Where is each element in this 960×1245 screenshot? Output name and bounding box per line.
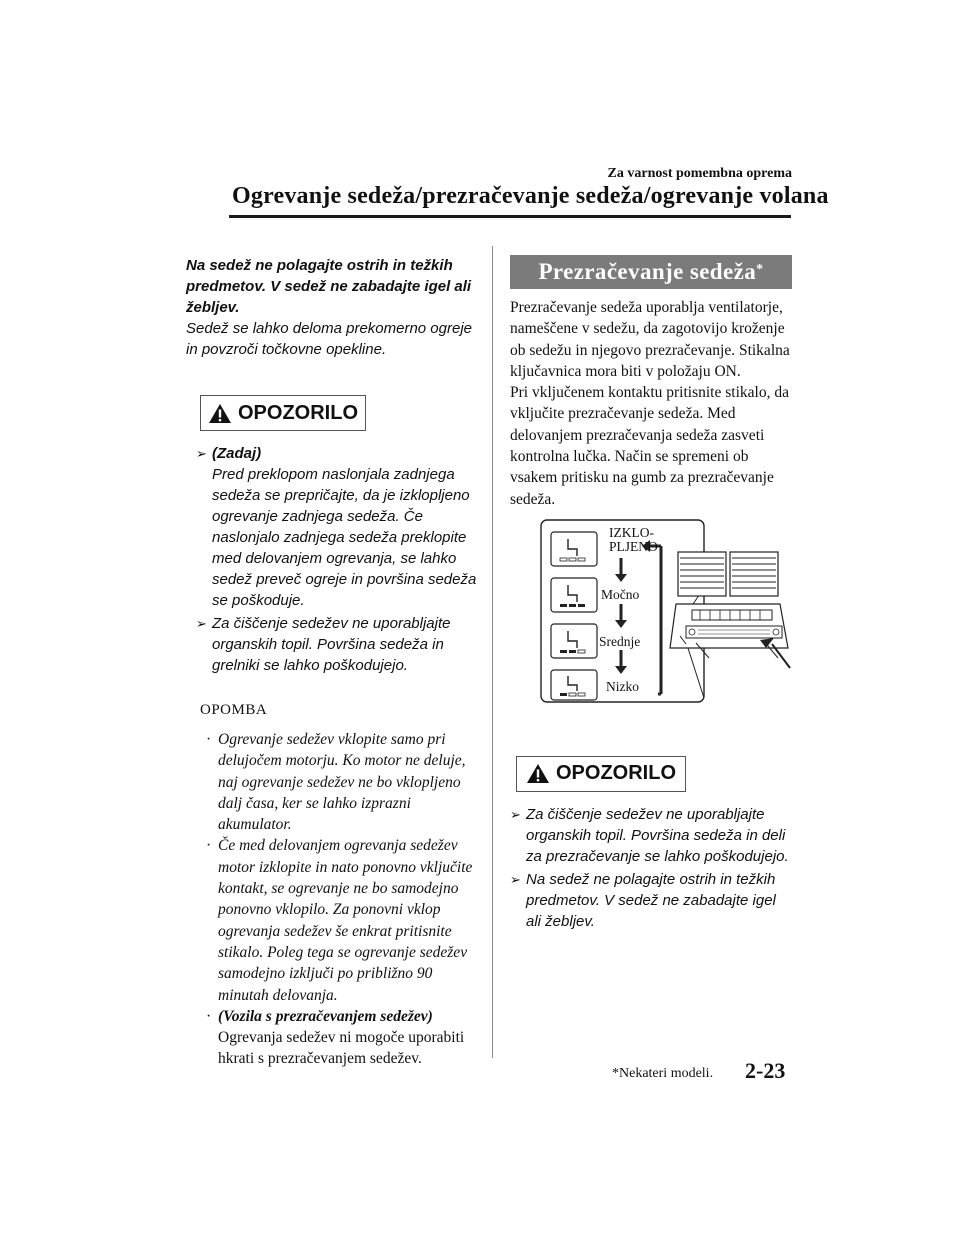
section-header-bar bbox=[510, 255, 792, 289]
arrow-bullet-icon: ➢ bbox=[196, 616, 207, 631]
header-rule bbox=[229, 215, 791, 218]
page-title: Ogrevanje sedeža/prezračevanje sedeža/ogrevanje volana bbox=[232, 183, 829, 209]
warning-box-right bbox=[516, 756, 686, 792]
warning-label: OPOZORILO bbox=[238, 401, 358, 424]
left-column bbox=[186, 255, 482, 1070]
warning-list-right bbox=[510, 804, 792, 932]
note-bold-lead: (Vozila s prezračevanjem sedežev) bbox=[218, 1007, 433, 1025]
warning-item bbox=[510, 869, 792, 932]
dot-bullet-icon: · bbox=[206, 837, 212, 855]
seat-ventilation-diagram bbox=[510, 518, 792, 728]
note-item bbox=[204, 729, 482, 835]
arrow-bullet-icon: ➢ bbox=[510, 871, 521, 887]
diagram-label-low: Nizko bbox=[606, 678, 639, 694]
warning-triangle-icon bbox=[208, 403, 232, 424]
warning-item bbox=[510, 804, 792, 867]
warning-item-text: Za čiščenje sedežev ne uporabljajte organskih topil. Površina sedeža in grelniki se lahko poškodujejo. bbox=[212, 615, 451, 674]
dot-bullet-icon: · bbox=[206, 731, 212, 748]
note-item bbox=[204, 835, 482, 1005]
arrow-bullet-icon: ➢ bbox=[196, 446, 207, 461]
vent-button-icon bbox=[551, 578, 597, 612]
header-subtitle: Za varnost pomembna oprema bbox=[607, 166, 792, 181]
section-title: Prezračevanje sedeža bbox=[538, 259, 757, 284]
warning-item bbox=[196, 613, 482, 676]
dot-bullet-icon: · bbox=[206, 1007, 212, 1025]
caution-text: Sedež se lahko deloma prekomerno ogreje in povzroči točkovne opekline. bbox=[186, 320, 473, 358]
vent-button-icon bbox=[551, 624, 597, 658]
warning-triangle-icon bbox=[526, 763, 550, 784]
warning-item bbox=[196, 443, 482, 611]
caution-bold-text: Na sedež ne polagajte ostrih in težkih predmetov. V sedež ne zabadajte igel ali žebljev. bbox=[186, 257, 472, 316]
note-text: Če med delovanjem ogrevanja sedežev motor izklopite in nato ponovno vključite kontakt, se ogrevanje ne bo samodejno ponovno vklopilo. Za ponovni vklop ogrevanja sedežev še enkrat pritisnite stikalo. Poleg tega se ogrevanje sedežev samodejno izključi po približno 90 minutah delovanja. bbox=[218, 837, 473, 1004]
diagram-label-high: Močno bbox=[601, 586, 640, 602]
note-list bbox=[204, 729, 482, 1070]
vent-button-icon bbox=[551, 532, 597, 566]
diagram-label-mid: Srednje bbox=[599, 633, 641, 649]
warning-item-text: Pred preklopom naslonjala zadnjega sedeža se prepričajte, da je izklopljeno ogrevanje zadnjega sedeža. Če naslonjalo zadnjega sedeža preklopite med delovanjem ogrevanja, se lahko sedež preveč ogreje in površina sedeža se poškoduje. bbox=[212, 466, 477, 609]
page-number: 2-23 bbox=[745, 1058, 786, 1083]
note-text: Ogrevanja sedežev ni mogoče uporabiti hkrati s prezračevanjem sedežev. bbox=[218, 1029, 465, 1068]
arrow-bullet-icon: ➢ bbox=[510, 806, 521, 822]
note-text: Ogrevanje sedežev vklopite samo pri delujočem motorju. Ko motor ne deluje, naj ogrevanje sedežev ne bo vklopljeno dalj časa, ker se lahko izprazni akumulator. bbox=[218, 731, 466, 834]
right-column bbox=[510, 255, 792, 934]
warning-item-text: Za čiščenje sedežev ne uporabljajte organskih topil. Površina sedeža in deli za prezračevanje se lahko poškodujejo. bbox=[526, 805, 789, 865]
column-divider bbox=[492, 246, 493, 1058]
warning-label: OPOZORILO bbox=[556, 762, 676, 785]
note-heading: OPOMBA bbox=[200, 702, 268, 718]
air-vent-icon bbox=[678, 552, 778, 596]
warning-list-left bbox=[196, 443, 482, 676]
diagram-label-off bbox=[609, 526, 658, 554]
body-paragraph: Prezračevanje sedeža uporablja ventilatorje, nameščene v sedežu, da zagotovijo kroženje ob sedežu in njegovo prezračevanje. Stikalna ključavnica mora biti v položaju ON. bbox=[510, 299, 790, 380]
warning-box-left bbox=[200, 395, 366, 431]
diagram-label-off-line1: IZKLO- bbox=[609, 524, 654, 540]
body-paragraph: Pri vključenem kontaktu pritisnite stikalo, da vključite prezračevanje sedeža. Med delovanjem prezračevanja sedeža zasveti kontrolna lučka. Način se spremeni ob vsakem pritisku na gumb za prezračevanje sedeža. bbox=[510, 384, 789, 508]
footnote: *Nekateri modeli. bbox=[612, 1066, 714, 1081]
vent-button-icon bbox=[551, 670, 597, 700]
warning-item-text: Na sedež ne polagajte ostrih in težkih predmetov. V sedež ne zabadajte igel ali žebljev. bbox=[526, 870, 776, 930]
section-mark: * bbox=[756, 262, 764, 277]
diagram-label-off-line2: PLJENO bbox=[609, 538, 658, 554]
warning-item-lead: (Zadaj) bbox=[212, 445, 262, 462]
note-item bbox=[204, 1006, 482, 1070]
